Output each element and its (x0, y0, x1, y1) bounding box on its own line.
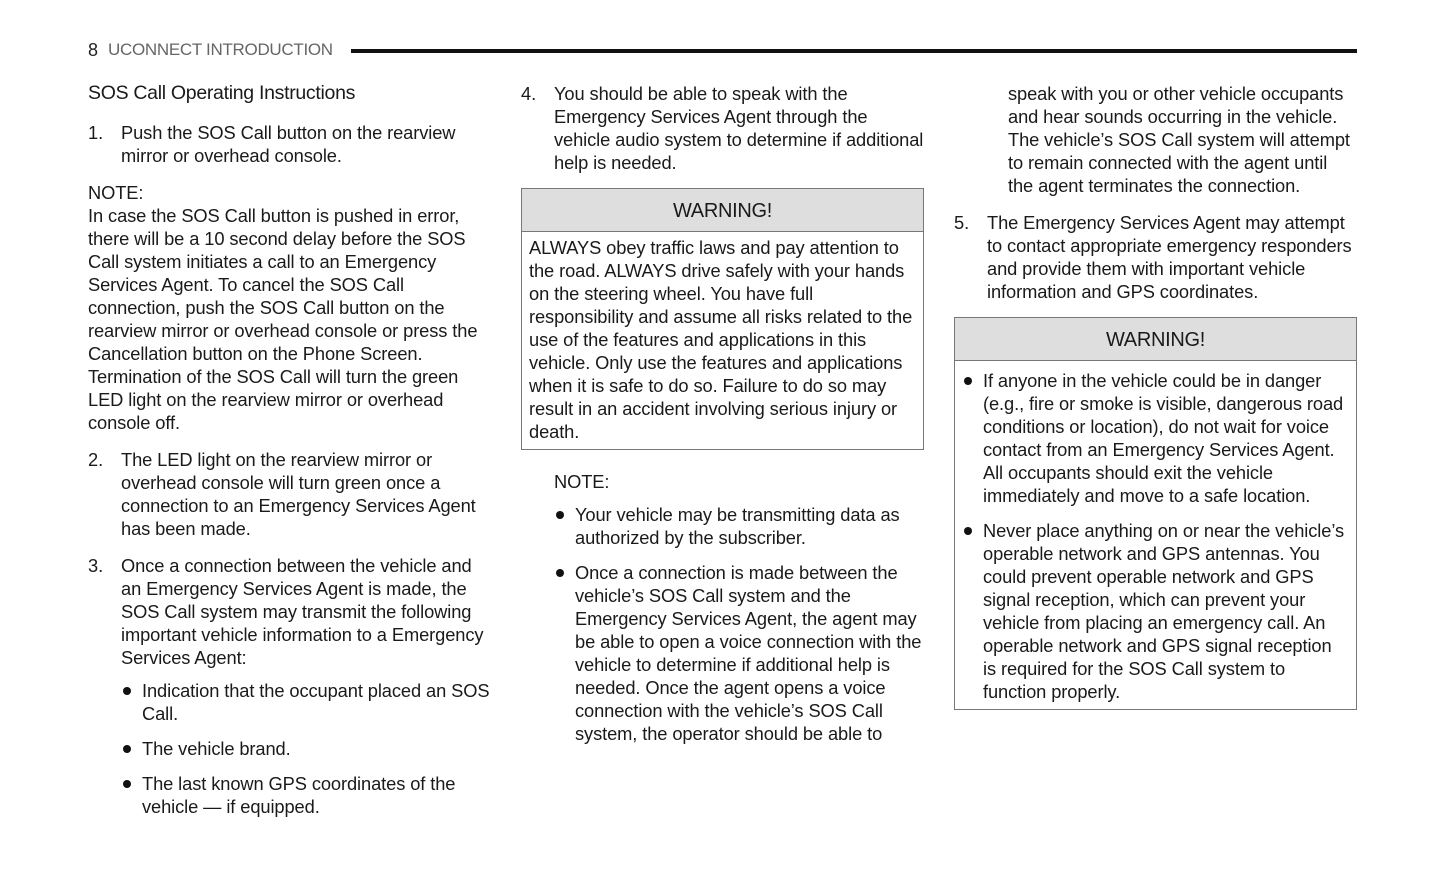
note-text: In case the SOS Call button is pushed in error, there will be a 10 second delay before the SOS Call system initiates a call to an Emergency Services Agent. To cancel the SOS Call connection, push the SOS Call button on the rearview mirror or overhead console or press the Cancellation button on the Phone Screen. Termination of the SOS Call will turn the green LED light on the rearview mirror or overhead console off. (88, 205, 478, 433)
list-item: Your vehicle may be transmitting data as authorized by the subscriber. (554, 503, 924, 549)
bullet-icon (123, 780, 131, 788)
section-name: UCONNECT INTRODUCTION (108, 40, 333, 59)
list-item: If anyone in the vehicle could be in danger (e.g., fire or smoke is visible, dangerous road conditions or location), do not wait for voice contact from an Emergency Services Agent. All occupants should exit the vehicle immediately and move to a safe location. (962, 369, 1349, 507)
step-text: You should be able to speak with the Emergency Services Agent through the vehicle audio system to determine if additional help is needed. (554, 83, 924, 173)
warning-bullets (962, 369, 1349, 703)
list-item: Indication that the occupant placed an SOS Call. (121, 679, 493, 725)
continued-text: speak with you or other vehicle occupants and hear sounds occurring in the vehicle. The vehicle’s SOS Call system will attempt to remain connected with the agent until the agent terminates the connection. (1008, 83, 1350, 196)
step-3-bullets (121, 679, 493, 818)
page-header (88, 38, 1357, 62)
note-label: NOTE: (554, 471, 610, 492)
step-text: Push the SOS Call button on the rearview mirror or overhead console. (121, 122, 456, 166)
bullet-icon (556, 511, 564, 519)
warning-text: ALWAYS obey traffic laws and pay attention to the road. ALWAYS drive safely with your hands on the steering wheel. You have full responsibility and assume all risks related to the use of the features and applications in this vehicle. Only use the features and applications when it is safe to do so. Failure to do so may result in an accident involving serious injury or death. (529, 237, 913, 442)
section-title: SOS Call Operating Instructions (88, 82, 356, 104)
warning-title: WARNING! (955, 318, 1356, 361)
step-3 (88, 554, 493, 830)
step-number: 2. (88, 449, 104, 470)
bullet-icon (123, 745, 131, 753)
step-text: The LED light on the rearview mirror or overhead console will turn green once a connection to an Emergency Services Agent has been made. (121, 449, 476, 539)
step-number: 4. (521, 83, 537, 104)
list-item: Once a connection is made between the vehicle’s SOS Call system and the Emergency Services Agent, the agent may be able to open a voice connection with the vehicle to determine if additional help is needed. Once the agent opens a voice connection with the vehicle’s SOS Call system, the operator should be able to (554, 561, 924, 745)
warning-box (521, 188, 924, 450)
page-number: 8 (88, 39, 99, 60)
note-label: NOTE: (88, 182, 144, 203)
list-item: Never place anything on or near the vehicle’s operable network and GPS antennas. You could prevent operable network and GPS signal reception, which can prevent your vehicle from placing an emergency call. An operable network and GPS signal reception is required for the SOS Call system to function properly. (962, 519, 1349, 703)
list-item: The vehicle brand. (121, 737, 493, 760)
bullet-icon (556, 569, 564, 577)
step-text: The Emergency Services Agent may attempt to contact appropriate emergency responders and provide them with important vehicle information and GPS coordinates. (987, 212, 1352, 302)
note-bullets (554, 503, 924, 745)
header-rule (351, 49, 1357, 53)
bullet-icon (964, 527, 972, 535)
step-4 (521, 82, 924, 174)
warning-title: WARNING! (522, 189, 923, 232)
step-number: 5. (954, 212, 970, 233)
warning-box (954, 317, 1357, 710)
column-2 (521, 82, 924, 757)
step-text: Once a connection between the vehicle and an Emergency Services Agent is made, the SOS Call system may transmit the following important vehicle information to a Emergency Services Agent: (121, 555, 484, 668)
column-1 (88, 82, 493, 844)
bullet-icon (123, 687, 131, 695)
step-number: 1. (88, 122, 104, 143)
step-2 (88, 448, 493, 540)
column-3 (954, 82, 1357, 724)
bullet-icon (964, 377, 972, 385)
step-number: 3. (88, 555, 104, 576)
list-item: The last known GPS coordinates of the vehicle — if equipped. (121, 772, 493, 818)
step-1 (88, 121, 493, 167)
step-5 (954, 211, 1357, 303)
